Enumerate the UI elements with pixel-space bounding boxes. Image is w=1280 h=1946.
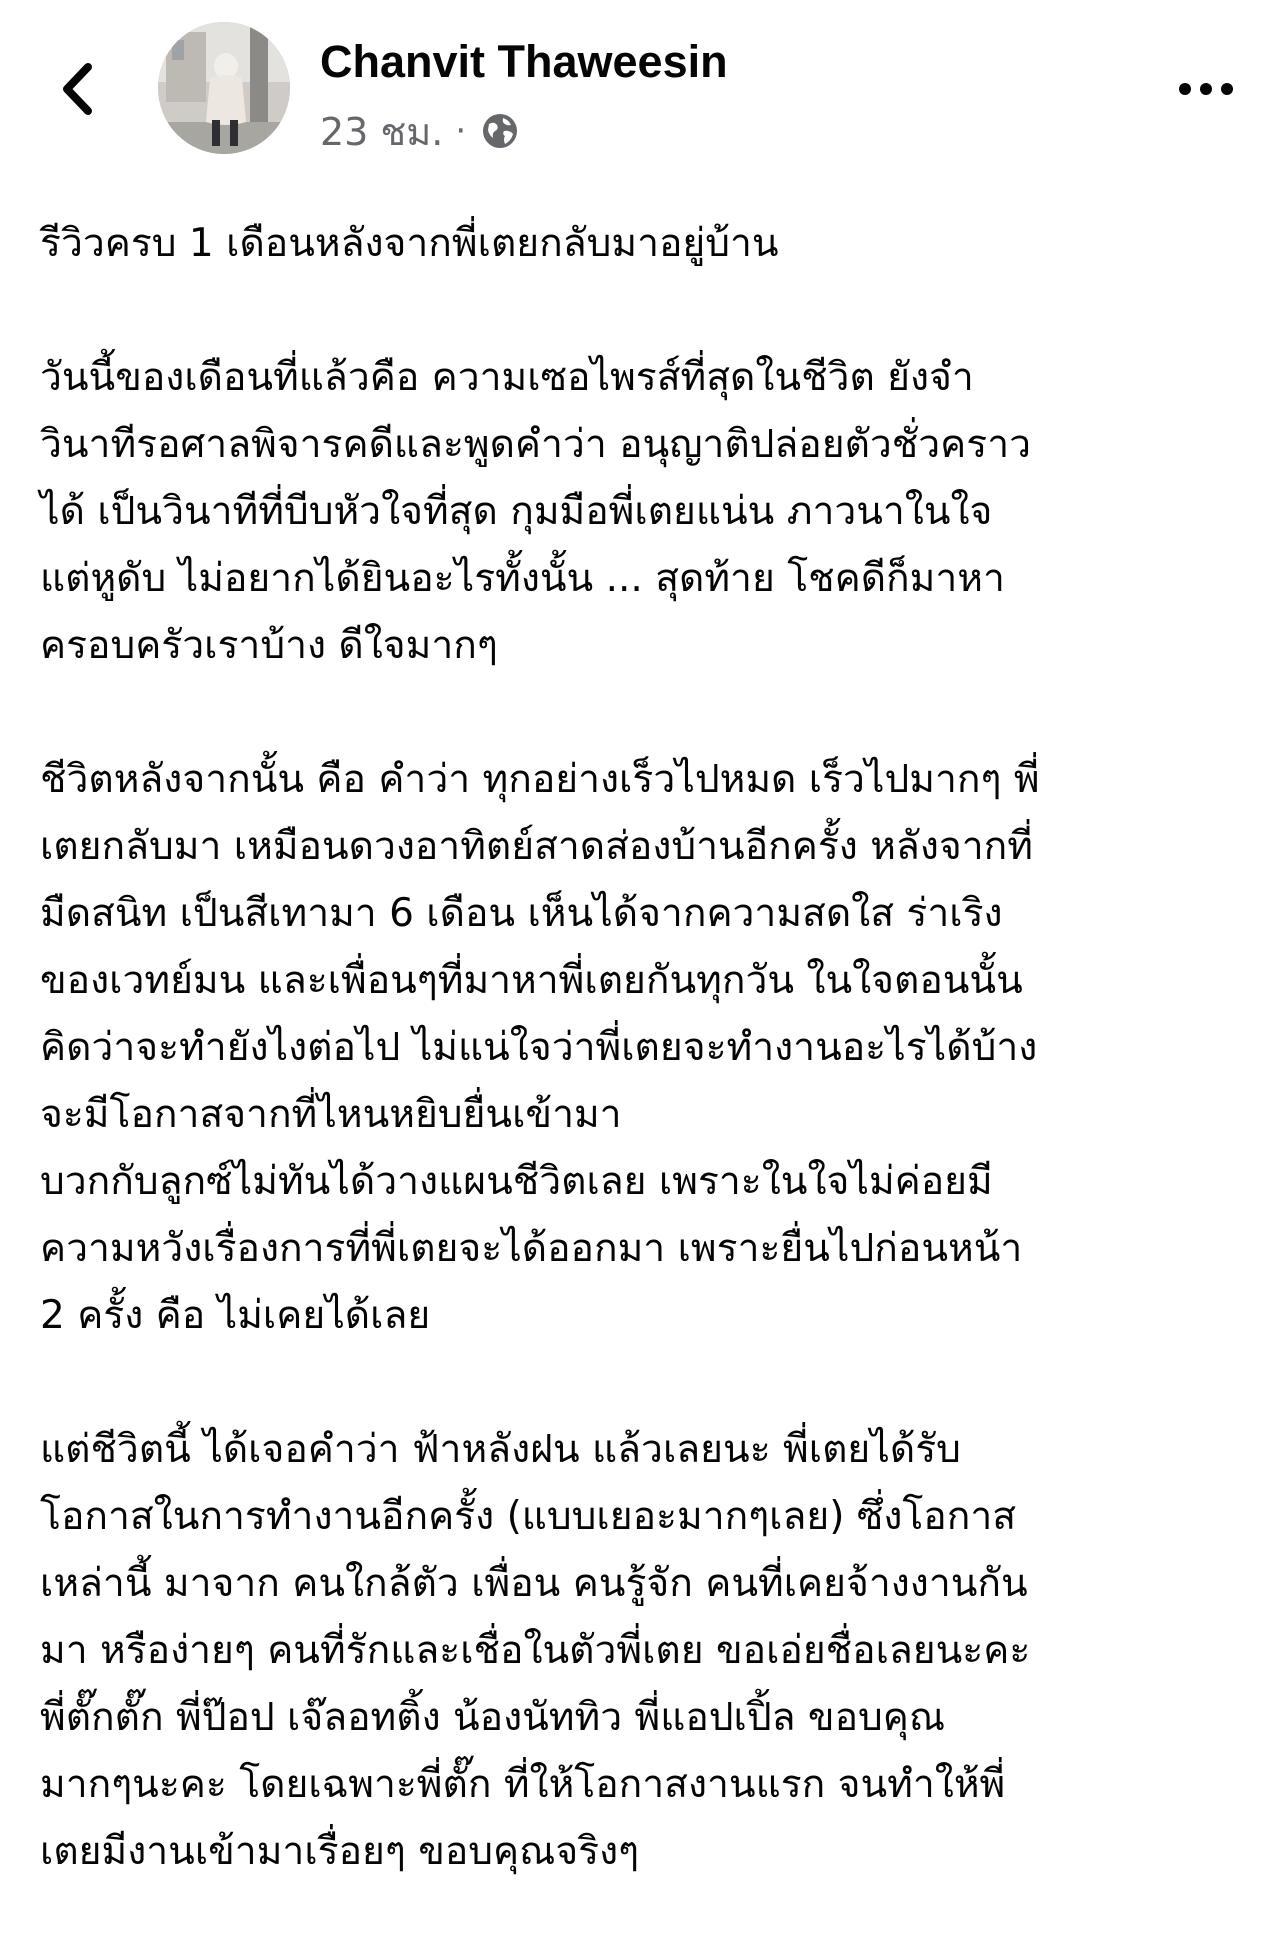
post-text-line: ของเวทย์มน และเพื่อนๆที่มาหาพี่เตยกันทุกวัน ในใจตอนนั้น bbox=[40, 958, 1023, 1003]
profile-photo bbox=[158, 22, 290, 154]
post-text-line: โอกาสในการทำงานอีกครั้ง (แบบเยอะมากๆเลย) ซึ่งโอกาส bbox=[40, 1494, 1017, 1539]
post-text-line: ครอบครัวเราบ้าง ดีใจมากๆ bbox=[40, 623, 498, 668]
post-text-line: รีวิวครบ 1 เดือนหลังจากพี่เตยกลับมาอยู่บ้าน bbox=[40, 221, 779, 266]
post-text-line: คิดว่าจะทำยังไงต่อไป ไม่แน่ใจว่าพี่เตยจะทำงานอะไรได้บ้าง bbox=[40, 1025, 1038, 1070]
post-text-line: ได้ เป็นวินาทีที่บีบหัวใจที่สุด กุมมือพี่เตยแน่น ภาวนาในใจ bbox=[40, 489, 993, 534]
post-text-line: แต่ชีวิตนี้ ได้เจอคำว่า ฟ้าหลังฝน แล้วเลยนะ พี่เตยได้รับ bbox=[40, 1427, 961, 1472]
avatar[interactable] bbox=[158, 22, 290, 154]
post-text-line: เหล่านี้ มาจาก คนใกล้ตัว เพื่อน คนรู้จัก คนที่เคยจ้างงานกัน bbox=[40, 1561, 1028, 1606]
post-text-line: วินาทีรอศาลพิจารคดีและพูดคำว่า อนุญาติปล่อยตัวชั่วคราว bbox=[40, 422, 1032, 467]
post-timestamp[interactable]: 23 ชม. bbox=[320, 109, 444, 154]
post-text-line: มา หรือง่ายๆ คนที่รักและเชื่อในตัวพี่เตย ขอเอ่ยชื่อเลยนะคะ bbox=[40, 1628, 1031, 1673]
post-paragraph bbox=[40, 210, 1250, 277]
post-text-line: เตยมีงานเข้ามาเรื่อยๆ ขอบคุณจริงๆ bbox=[40, 1829, 640, 1874]
globe-icon[interactable] bbox=[480, 111, 520, 151]
post-paragraph bbox=[40, 746, 1250, 1349]
post-text-line: วันนี้ของเดือนที่แล้วคือ ความเซอไพรส์ที่สุดในชีวิต ยังจำ bbox=[40, 355, 974, 400]
chevron-left-icon bbox=[60, 61, 94, 117]
meta-separator: · bbox=[455, 111, 467, 151]
post-text-line: มืดสนิท เป็นสีเทามา 6 เดือน เห็นได้จากความสดใส ร่าเริง bbox=[40, 891, 1003, 936]
paragraph-gap bbox=[40, 277, 1250, 344]
paragraph-gap bbox=[40, 679, 1250, 746]
back-button[interactable] bbox=[52, 56, 102, 122]
post-text-line: พี่ตั๊กตั๊ก พี่ป๊อป เจ๊ลอทติ้ง น้องนัททิว พี่แอปเปิ้ล ขอบคุณ bbox=[40, 1695, 946, 1740]
post-text-line: แต่หูดับ ไม่อยากได้ยินอะไรทั้งนั้น ... สุดท้าย โชคดีก็มาหา bbox=[40, 556, 1005, 601]
post-text-line: 2 ครั้ง คือ ไม่เคยได้เลย bbox=[40, 1293, 431, 1338]
more-horizontal-icon bbox=[1178, 82, 1234, 96]
more-options-button[interactable] bbox=[1174, 66, 1238, 112]
post-text-line: บวกกับลูกซ์ไม่ทันได้วางแผนชีวิตเลย เพราะในใจไม่ค่อยมี bbox=[40, 1159, 993, 1204]
post-header bbox=[0, 0, 1280, 175]
post-paragraph bbox=[40, 344, 1250, 679]
paragraph-gap bbox=[40, 1349, 1250, 1416]
post-text-line: มากๆนะคะ โดยเฉพาะพี่ตั๊ก ที่ให้โอกาสงานแรก จนทำให้พี่ bbox=[40, 1762, 1006, 1807]
post-text-line: ชีวิตหลังจากนั้น คือ คำว่า ทุกอย่างเร็วไปหมด เร็วไปมากๆ พี่ bbox=[40, 757, 1040, 802]
post-paragraph bbox=[40, 1416, 1250, 1885]
post-text-line: จะมีโอกาสจากที่ไหนหยิบยื่นเข้ามา bbox=[40, 1092, 622, 1137]
post-text-line: เตยกลับมา เหมือนดวงอาทิตย์สาดส่องบ้านอีกครั้ง หลังจากที่ bbox=[40, 824, 1033, 869]
author-name[interactable]: Chanvit Thaweesin bbox=[320, 36, 728, 87]
post-body bbox=[40, 210, 1250, 1885]
post-meta bbox=[320, 104, 520, 158]
post-text-line: ความหวังเรื่องการที่พี่เตยจะได้ออกมา เพราะยื่นไปก่อนหน้า bbox=[40, 1226, 1023, 1271]
